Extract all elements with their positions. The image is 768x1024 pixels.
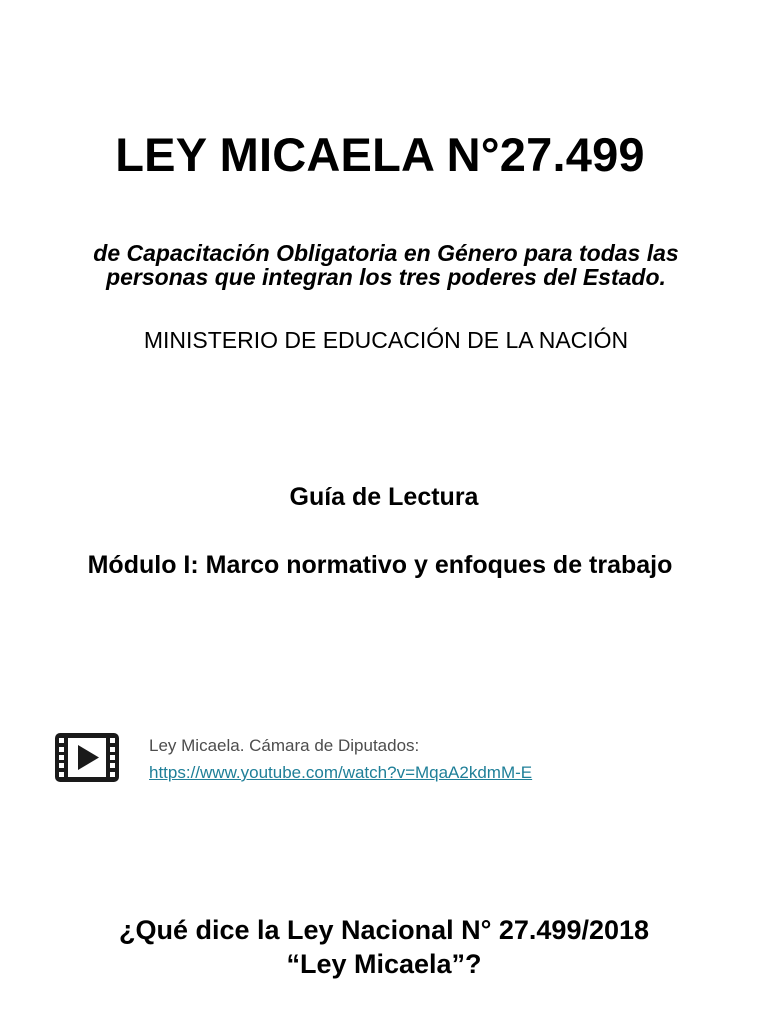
guide-heading: Guía de Lectura bbox=[289, 483, 479, 511]
question-line-2: “Ley Micaela”? bbox=[286, 949, 482, 979]
question-heading bbox=[0, 913, 768, 981]
ministry-heading: MINISTERIO DE EDUCACIÓN DE LA NACIÓN bbox=[143, 327, 629, 353]
document-subtitle bbox=[40, 241, 732, 289]
film-video-icon bbox=[55, 733, 119, 782]
question-line-1: ¿Qué dice la Ley Nacional N° 27.499/2018 bbox=[118, 915, 650, 945]
video-caption: Ley Micaela. Cámara de Diputados: bbox=[149, 736, 420, 755]
subtitle-line-1: de Capacitación Obligatoria en Género para todas las bbox=[93, 240, 679, 266]
module-heading: Módulo I: Marco normativo y enfoques de trabajo bbox=[87, 551, 673, 579]
subtitle-line-2: personas que integran los tres poderes del Estado. bbox=[106, 264, 666, 290]
document-title: LEY MICAELA N°27.499 bbox=[115, 128, 645, 181]
youtube-link[interactable]: https://www.youtube.com/watch?v=MqaA2kdmM-E bbox=[149, 763, 533, 782]
